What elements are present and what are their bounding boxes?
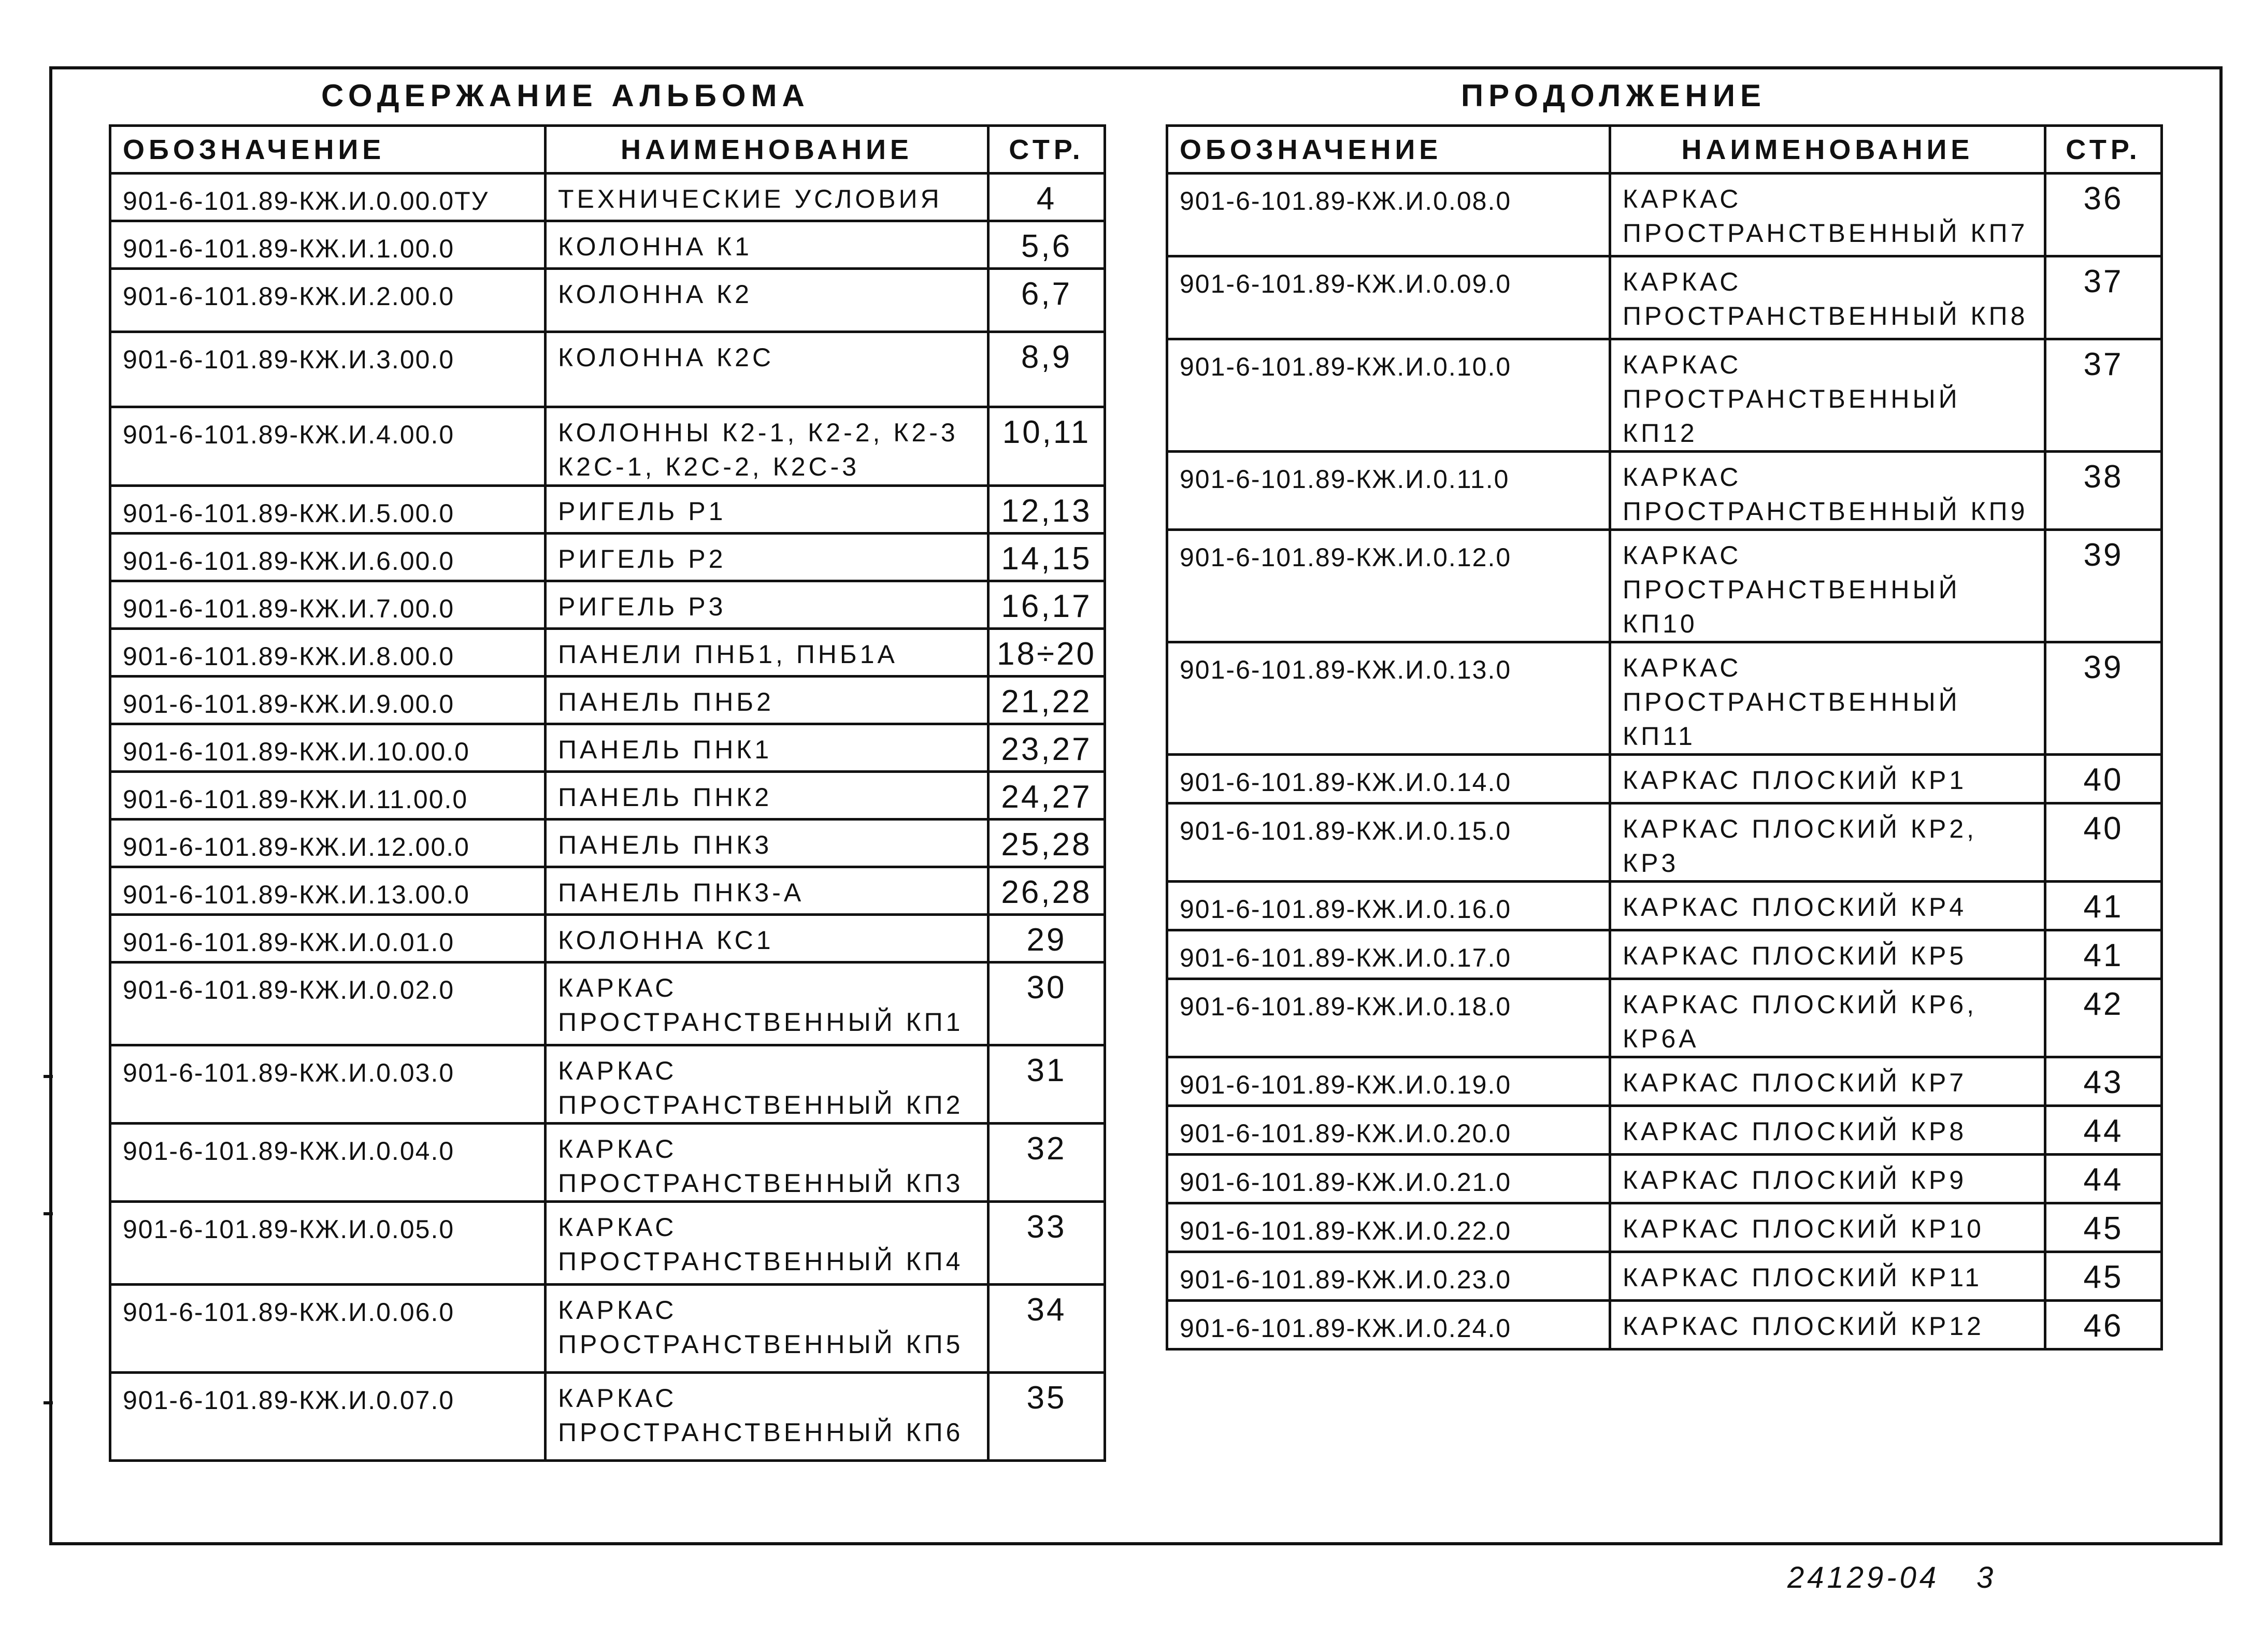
row-page: 35 <box>988 1373 1105 1461</box>
row-code: 901-6-101.89-КЖ.И.0.11.0 <box>1167 452 1610 530</box>
row-code: 901-6-101.89-КЖ.И.13.00.0 <box>110 867 546 915</box>
row-code: 901-6-101.89-КЖ.И.0.00.0ТУ <box>110 174 546 221</box>
table-row <box>1167 930 2162 979</box>
row-name: ПАНЕЛЬ ПНК2 <box>546 772 988 820</box>
row-code: 901-6-101.89-КЖ.И.0.12.0 <box>1167 530 1610 642</box>
row-code: 901-6-101.89-КЖ.И.10.00.0 <box>110 724 546 772</box>
row-code: 901-6-101.89-КЖ.И.0.02.0 <box>110 963 546 1045</box>
table-row <box>110 486 1105 534</box>
row-name: КАРКАС ПРОСТРАНСТВЕННЫЙ КП12 <box>1610 339 2045 452</box>
row-page: 37 <box>2045 256 2162 339</box>
table-row <box>1167 1155 2162 1203</box>
table-row <box>110 332 1105 407</box>
table-row <box>110 1373 1105 1461</box>
table-row <box>110 1124 1105 1202</box>
table-row <box>1167 530 2162 642</box>
row-page: 5,6 <box>988 221 1105 269</box>
row-code: 901-6-101.89-КЖ.И.0.16.0 <box>1167 882 1610 930</box>
row-page: 44 <box>2045 1155 2162 1203</box>
row-page: 37 <box>2045 339 2162 452</box>
row-name: КОЛОННА К2С <box>546 332 988 407</box>
header-name: НАИМЕНОВАНИЕ <box>1610 126 2045 174</box>
table-row <box>1167 755 2162 803</box>
table-row <box>1167 1301 2162 1349</box>
table-row <box>110 1045 1105 1124</box>
row-name: КАРКАС ПРОСТРАНСТВЕННЫЙ КП2 <box>546 1045 988 1124</box>
table-row <box>1167 979 2162 1057</box>
row-code: 901-6-101.89-КЖ.И.0.13.0 <box>1167 642 1610 755</box>
table-row <box>1167 1057 2162 1106</box>
row-code: 901-6-101.89-КЖ.И.0.21.0 <box>1167 1155 1610 1203</box>
row-name: КАРКАС ПРОСТРАНСТВЕННЫЙ КП1 <box>546 963 988 1045</box>
row-code: 901-6-101.89-КЖ.И.0.06.0 <box>110 1285 546 1373</box>
row-page: 32 <box>988 1124 1105 1202</box>
row-page: 39 <box>2045 642 2162 755</box>
table-row <box>1167 1203 2162 1252</box>
row-code: 901-6-101.89-КЖ.И.2.00.0 <box>110 269 546 332</box>
row-page: 45 <box>2045 1252 2162 1301</box>
table-row <box>110 867 1105 915</box>
row-code: 901-6-101.89-КЖ.И.0.10.0 <box>1167 339 1610 452</box>
row-code: 901-6-101.89-КЖ.И.0.07.0 <box>110 1373 546 1461</box>
row-name: КАРКАС ПЛОСКИЙ КР5 <box>1610 930 2045 979</box>
row-page: 14,15 <box>988 534 1105 581</box>
row-name: ПАНЕЛЬ ПНК3 <box>546 820 988 867</box>
row-page: 34 <box>988 1285 1105 1373</box>
row-page: 43 <box>2045 1057 2162 1106</box>
table-row <box>110 724 1105 772</box>
table-row <box>1167 452 2162 530</box>
row-page: 45 <box>2045 1203 2162 1252</box>
row-code: 901-6-101.89-КЖ.И.0.24.0 <box>1167 1301 1610 1349</box>
row-code: 901-6-101.89-КЖ.И.11.00.0 <box>110 772 546 820</box>
row-code: 901-6-101.89-КЖ.И.4.00.0 <box>110 407 546 486</box>
contents-table-right <box>1166 124 2163 1351</box>
row-name: ПАНЕЛЬ ПНК3-А <box>546 867 988 915</box>
row-code: 901-6-101.89-КЖ.И.1.00.0 <box>110 221 546 269</box>
row-name: КОЛОННА КС1 <box>546 915 988 963</box>
row-page: 26,28 <box>988 867 1105 915</box>
margin-tick <box>44 1075 53 1078</box>
row-name: КАРКАС ПЛОСКИЙ КР2, КР3 <box>1610 803 2045 882</box>
row-code: 901-6-101.89-КЖ.И.0.22.0 <box>1167 1203 1610 1252</box>
row-name: КАРКАС ПРОСТРАНСТВЕННЫЙ КП8 <box>1610 256 2045 339</box>
row-page: 46 <box>2045 1301 2162 1349</box>
table-row <box>1167 1252 2162 1301</box>
row-name: ПАНЕЛЬ ПНК1 <box>546 724 988 772</box>
table-row <box>110 629 1105 677</box>
row-page: 40 <box>2045 755 2162 803</box>
row-page: 23,27 <box>988 724 1105 772</box>
row-code: 901-6-101.89-КЖ.И.0.19.0 <box>1167 1057 1610 1106</box>
row-page: 30 <box>988 963 1105 1045</box>
row-name: КАРКАС ПЛОСКИЙ КР11 <box>1610 1252 2045 1301</box>
row-code: 901-6-101.89-КЖ.И.0.04.0 <box>110 1124 546 1202</box>
row-code: 901-6-101.89-КЖ.И.0.20.0 <box>1167 1106 1610 1155</box>
table-row <box>1167 1106 2162 1155</box>
margin-tick <box>44 1212 53 1215</box>
row-name: КАРКАС ПЛОСКИЙ КР8 <box>1610 1106 2045 1155</box>
table-row <box>110 174 1105 221</box>
row-name: КАРКАС ПЛОСКИЙ КР7 <box>1610 1057 2045 1106</box>
row-code: 901-6-101.89-КЖ.И.0.05.0 <box>110 1202 546 1285</box>
table-row <box>110 534 1105 581</box>
row-name: КАРКАС ПРОСТРАНСТВЕННЫЙ КП3 <box>546 1124 988 1202</box>
row-name: КАРКАС ПЛОСКИЙ КР6, КР6А <box>1610 979 2045 1057</box>
row-code: 901-6-101.89-КЖ.И.12.00.0 <box>110 820 546 867</box>
document-code: 24129-04 <box>1787 1561 1940 1594</box>
row-name: РИГЕЛЬ Р2 <box>546 534 988 581</box>
row-name: КАРКАС ПЛОСКИЙ КР4 <box>1610 882 2045 930</box>
table-row <box>1167 803 2162 882</box>
row-code: 901-6-101.89-КЖ.И.0.08.0 <box>1167 174 1610 256</box>
row-name: КОЛОННА К2 <box>546 269 988 332</box>
row-page: 29 <box>988 915 1105 963</box>
row-code: 901-6-101.89-КЖ.И.0.23.0 <box>1167 1252 1610 1301</box>
row-code: 901-6-101.89-КЖ.И.0.17.0 <box>1167 930 1610 979</box>
row-page: 25,28 <box>988 820 1105 867</box>
row-name: КАРКАС ПРОСТРАНСТВЕННЫЙ КП9 <box>1610 452 2045 530</box>
sheet-number: 3 <box>1976 1561 1994 1594</box>
row-code: 901-6-101.89-КЖ.И.3.00.0 <box>110 332 546 407</box>
table-row <box>110 772 1105 820</box>
row-code: 901-6-101.89-КЖ.И.6.00.0 <box>110 534 546 581</box>
header-name: НАИМЕНОВАНИЕ <box>546 126 988 174</box>
row-name: КАРКАС ПЛОСКИЙ КР10 <box>1610 1203 2045 1252</box>
row-code: 901-6-101.89-КЖ.И.0.01.0 <box>110 915 546 963</box>
row-page: 44 <box>2045 1106 2162 1155</box>
row-page: 21,22 <box>988 677 1105 724</box>
row-name: ТЕХНИЧЕСКИЕ УСЛОВИЯ <box>546 174 988 221</box>
left-block-title: СОДЕРЖАНИЕ АЛЬБОМА <box>321 78 810 113</box>
table-row <box>110 1202 1105 1285</box>
row-name: КАРКАС ПРОСТРАНСТВЕННЫЙ КП11 <box>1610 642 2045 755</box>
table-row <box>110 677 1105 724</box>
table-row <box>1167 256 2162 339</box>
row-page: 38 <box>2045 452 2162 530</box>
row-page: 36 <box>2045 174 2162 256</box>
row-page: 8,9 <box>988 332 1105 407</box>
row-page: 42 <box>2045 979 2162 1057</box>
row-name: РИГЕЛЬ Р1 <box>546 486 988 534</box>
row-name: КАРКАС ПРОСТРАНСТВЕННЫЙ КП4 <box>546 1202 988 1285</box>
row-page: 31 <box>988 1045 1105 1124</box>
row-code: 901-6-101.89-КЖ.И.0.15.0 <box>1167 803 1610 882</box>
row-code: 901-6-101.89-КЖ.И.5.00.0 <box>110 486 546 534</box>
row-page: 40 <box>2045 803 2162 882</box>
row-page: 18÷20 <box>988 629 1105 677</box>
header-code: ОБОЗНАЧЕНИЕ <box>1167 126 1610 174</box>
row-code: 901-6-101.89-КЖ.И.0.18.0 <box>1167 979 1610 1057</box>
row-name: КАРКАС ПРОСТРАНСТВЕННЫЙ КП10 <box>1610 530 2045 642</box>
header-page: СТР. <box>2045 126 2162 174</box>
row-name: ПАНЕЛИ ПНБ1, ПНБ1А <box>546 629 988 677</box>
row-code: 901-6-101.89-КЖ.И.9.00.0 <box>110 677 546 724</box>
right-block-title: ПРОДОЛЖЕНИЕ <box>1461 78 1766 113</box>
table-row <box>1167 339 2162 452</box>
table-row <box>110 915 1105 963</box>
table-row <box>1167 882 2162 930</box>
row-page: 4 <box>988 174 1105 221</box>
row-name: КАРКАС ПРОСТРАНСТВЕННЫЙ КП7 <box>1610 174 2045 256</box>
row-code: 901-6-101.89-КЖ.И.0.03.0 <box>110 1045 546 1124</box>
row-code: 901-6-101.89-КЖ.И.0.09.0 <box>1167 256 1610 339</box>
row-name: КАРКАС ПЛОСКИЙ КР12 <box>1610 1301 2045 1349</box>
margin-tick <box>44 1401 53 1404</box>
table-row <box>110 1285 1105 1373</box>
row-page: 39 <box>2045 530 2162 642</box>
row-page: 6,7 <box>988 269 1105 332</box>
table-row <box>110 269 1105 332</box>
table-row <box>1167 642 2162 755</box>
table-row <box>1167 174 2162 256</box>
row-name: ПАНЕЛЬ ПНБ2 <box>546 677 988 724</box>
header-code: ОБОЗНАЧЕНИЕ <box>110 126 546 174</box>
row-page: 12,13 <box>988 486 1105 534</box>
row-name: КАРКАС ПЛОСКИЙ КР1 <box>1610 755 2045 803</box>
row-page: 33 <box>988 1202 1105 1285</box>
row-name: КАРКАС ПРОСТРАНСТВЕННЫЙ КП6 <box>546 1373 988 1461</box>
row-name: КОЛОННА К1 <box>546 221 988 269</box>
row-page: 24,27 <box>988 772 1105 820</box>
table-row <box>110 963 1105 1045</box>
row-name: КАРКАС ПРОСТРАНСТВЕННЫЙ КП5 <box>546 1285 988 1373</box>
header-page: СТР. <box>988 126 1105 174</box>
row-name: КОЛОННЫ К2-1, К2-2, К2-3 К2С-1, К2С-2, К2С-3 <box>546 407 988 486</box>
row-code: 901-6-101.89-КЖ.И.0.14.0 <box>1167 755 1610 803</box>
row-code: 901-6-101.89-КЖ.И.8.00.0 <box>110 629 546 677</box>
row-page: 41 <box>2045 930 2162 979</box>
row-page: 10,11 <box>988 407 1105 486</box>
row-name: КАРКАС ПЛОСКИЙ КР9 <box>1610 1155 2045 1203</box>
table-row <box>110 407 1105 486</box>
row-page: 41 <box>2045 882 2162 930</box>
table-row <box>110 820 1105 867</box>
table-row <box>110 221 1105 269</box>
row-page: 16,17 <box>988 581 1105 629</box>
row-code: 901-6-101.89-КЖ.И.7.00.0 <box>110 581 546 629</box>
contents-table-left <box>109 124 1106 1462</box>
table-row <box>110 581 1105 629</box>
row-name: РИГЕЛЬ Р3 <box>546 581 988 629</box>
